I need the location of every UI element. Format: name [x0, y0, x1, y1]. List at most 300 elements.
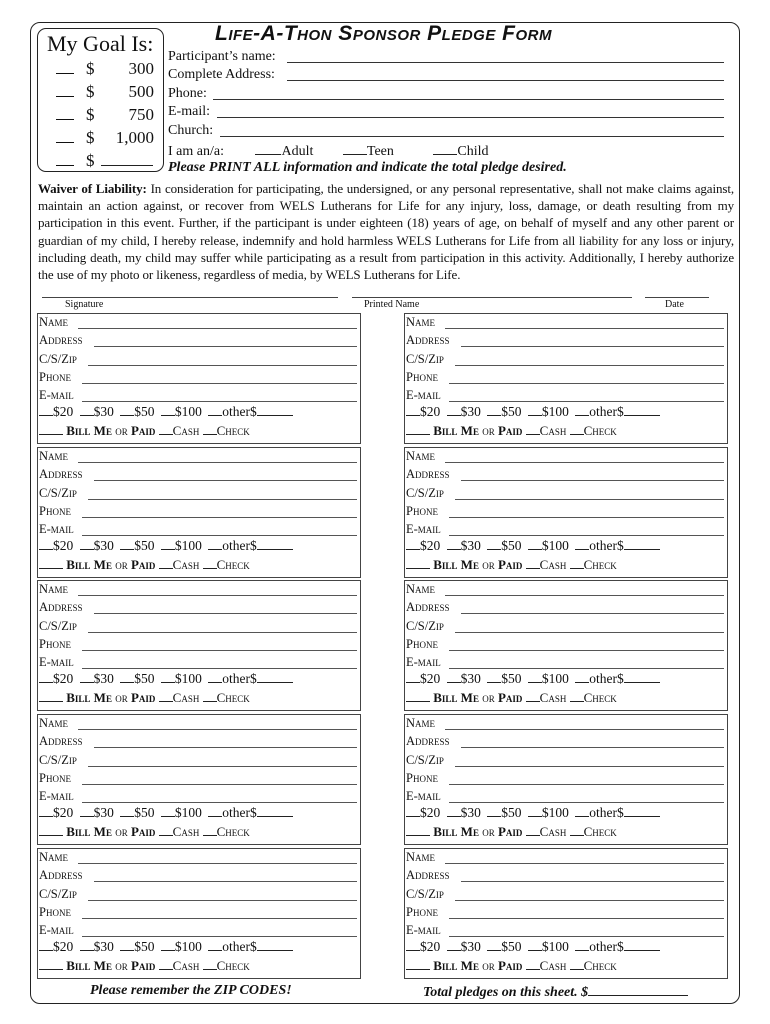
pledge-amount-label: $50 — [134, 805, 155, 820]
pledge-phone-label: Phone — [406, 504, 438, 518]
pledge-phone-label: Phone — [406, 637, 438, 651]
cash-box[interactable] — [159, 556, 173, 569]
pledge-amount-box[interactable] — [487, 537, 501, 550]
pledge-amount-box[interactable] — [406, 938, 420, 951]
pledge-amount-box[interactable] — [447, 804, 461, 817]
pledge-amount-label: other$ — [589, 805, 624, 820]
pledge-amount-box[interactable] — [528, 804, 542, 817]
pledge-email-label: E-mail — [406, 522, 441, 536]
cash-label: Cash — [172, 690, 200, 705]
pledge-amount-box[interactable] — [528, 670, 542, 683]
check-box[interactable] — [203, 422, 217, 435]
pledge-name-field[interactable] — [445, 462, 724, 463]
form-title: Life-A-Thon Sponsor Pledge Form — [215, 22, 552, 45]
pledge-email-field[interactable] — [82, 936, 357, 937]
pledge-phone-field[interactable] — [82, 383, 357, 384]
pledge-phone-field[interactable] — [449, 517, 724, 518]
pledge-block — [404, 313, 728, 444]
pledge-amount-label: $20 — [420, 404, 441, 419]
cash-box[interactable] — [159, 957, 173, 970]
email-field[interactable] — [217, 117, 724, 118]
pledge-csz-label: C/S/Zip — [39, 352, 77, 366]
pledge-phone-field[interactable] — [82, 650, 357, 651]
pledge-amount-box[interactable] — [575, 403, 589, 416]
pledge-email-label: E-mail — [39, 923, 74, 937]
pledge-amount-box[interactable] — [528, 537, 542, 550]
pledge-csz-label: C/S/Zip — [406, 619, 444, 633]
pledge-amount-label: $50 — [501, 671, 522, 686]
pledge-name-field[interactable] — [445, 328, 724, 329]
pledge-amount-row — [39, 938, 293, 955]
pledge-amount-box[interactable] — [406, 670, 420, 683]
participant-name-field[interactable] — [287, 62, 724, 63]
paid-label: Paid — [497, 690, 523, 705]
pledge-other-field[interactable] — [624, 537, 660, 550]
cash-box[interactable] — [159, 823, 173, 836]
cash-label: Cash — [172, 958, 200, 973]
pledge-amount-label: $50 — [134, 538, 155, 553]
pledge-other-field[interactable] — [257, 670, 293, 683]
pledge-amount-box[interactable] — [487, 403, 501, 416]
pledge-csz-field[interactable] — [455, 900, 724, 901]
pledge-amount-label: $20 — [420, 805, 441, 820]
pledge-csz-field[interactable] — [88, 900, 357, 901]
pledge-csz-field[interactable] — [88, 499, 357, 500]
pledge-csz-label: C/S/Zip — [406, 352, 444, 366]
pledge-amount-label: $100 — [174, 939, 202, 954]
bill-me-label: Bill Me — [66, 557, 112, 572]
pledge-block — [37, 447, 361, 578]
pledge-amount-box[interactable] — [161, 537, 175, 550]
check-box[interactable] — [203, 689, 217, 702]
pledge-amount-box[interactable] — [406, 804, 420, 817]
child-checkbox[interactable] — [433, 142, 457, 155]
zip-reminder: Please remember the ZIP CODES! — [90, 983, 292, 998]
pledge-email-field[interactable] — [449, 802, 724, 803]
check-box[interactable] — [203, 957, 217, 970]
check-box[interactable] — [203, 823, 217, 836]
check-box[interactable] — [203, 556, 217, 569]
phone-field[interactable] — [213, 99, 724, 100]
pledge-email-field[interactable] — [82, 668, 357, 669]
check-label: Check — [583, 824, 617, 839]
date-field[interactable] — [645, 297, 709, 298]
pledge-amount-box[interactable] — [406, 403, 420, 416]
pledge-amount-box[interactable] — [208, 938, 222, 951]
check-box[interactable] — [570, 823, 584, 836]
pledge-payment-row — [406, 957, 617, 974]
pledge-amount-label: $50 — [134, 404, 155, 419]
pledge-amount-box[interactable] — [39, 403, 53, 416]
pledge-address-field[interactable] — [461, 480, 724, 481]
goal-option-1[interactable]: $ — [56, 59, 95, 79]
pledge-csz-field[interactable] — [455, 766, 724, 767]
pledge-amount-label: $20 — [420, 671, 441, 686]
pledge-amount-label: $30 — [93, 939, 114, 954]
pledge-amount-box[interactable] — [39, 670, 53, 683]
pledge-name-field[interactable] — [78, 462, 357, 463]
or-label: or — [482, 690, 495, 705]
pledge-payment-row — [39, 957, 250, 974]
or-label: or — [115, 423, 128, 438]
church-label: Church: — [168, 123, 214, 138]
pledge-csz-label: C/S/Zip — [406, 753, 444, 767]
bill-me-label: Bill Me — [433, 557, 479, 572]
pledge-amount-box[interactable] — [575, 537, 589, 550]
pledge-amount-label: $30 — [460, 805, 481, 820]
bill-me-label: Bill Me — [433, 423, 479, 438]
pledge-other-field[interactable] — [624, 804, 660, 817]
pledge-phone-field[interactable] — [82, 784, 357, 785]
pledge-amount-box[interactable] — [80, 804, 94, 817]
pledge-amount-label: $30 — [460, 538, 481, 553]
pledge-block — [37, 848, 361, 979]
teen-checkbox[interactable] — [343, 142, 367, 155]
pledge-amount-label: $100 — [541, 404, 569, 419]
pledge-address-field[interactable] — [461, 346, 724, 347]
pledge-phone-label: Phone — [406, 771, 438, 785]
pledge-amount-box[interactable] — [447, 938, 461, 951]
pledge-phone-label: Phone — [39, 905, 71, 919]
pledge-name-label: Name — [39, 716, 69, 730]
pledge-amount-box[interactable] — [575, 670, 589, 683]
pledge-csz-field[interactable] — [455, 365, 724, 366]
pledge-phone-label: Phone — [39, 370, 71, 384]
pledge-payment-row — [39, 823, 250, 840]
pledge-amount-box[interactable] — [528, 938, 542, 951]
adult-checkbox[interactable] — [255, 142, 281, 155]
pledge-csz-label: C/S/Zip — [406, 486, 444, 500]
pledge-amount-box[interactable] — [575, 938, 589, 951]
pledge-amount-box[interactable] — [120, 537, 134, 550]
bill-me-box[interactable] — [406, 689, 430, 702]
pledge-amount-label: $100 — [541, 671, 569, 686]
pledge-phone-label: Phone — [406, 370, 438, 384]
pledge-amount-box[interactable] — [80, 403, 94, 416]
pledge-amount-row — [39, 804, 293, 821]
pledge-phone-field[interactable] — [449, 383, 724, 384]
participant-name-label: Participant’s name: — [168, 49, 276, 64]
goal-option-3[interactable]: $ — [56, 105, 95, 125]
pledge-block — [37, 313, 361, 444]
pledge-name-field[interactable] — [78, 863, 357, 864]
church-field[interactable] — [220, 136, 724, 137]
pledge-address-field[interactable] — [94, 881, 357, 882]
cash-box[interactable] — [526, 823, 540, 836]
pledge-name-field[interactable] — [445, 595, 724, 596]
pledge-address-field[interactable] — [461, 747, 724, 748]
pledge-phone-label: Phone — [406, 905, 438, 919]
pledge-phone-field[interactable] — [82, 918, 357, 919]
teen-label: Teen — [366, 144, 394, 159]
pledge-amount-label: $30 — [93, 805, 114, 820]
child-label: Child — [457, 144, 489, 159]
pledge-name-label: Name — [406, 716, 436, 730]
cash-box[interactable] — [526, 422, 540, 435]
cash-box[interactable] — [526, 556, 540, 569]
pledge-amount-label: other$ — [222, 404, 257, 419]
pledge-amount-row — [406, 670, 660, 687]
pledge-address-label: Address — [39, 600, 83, 614]
pledge-address-label: Address — [406, 467, 450, 481]
bill-me-box[interactable] — [39, 823, 63, 836]
goal-option-2[interactable]: $ — [56, 82, 95, 102]
pledge-name-label: Name — [406, 449, 436, 463]
signature-field[interactable] — [42, 297, 338, 298]
pledge-other-field[interactable] — [624, 938, 660, 951]
waiver-text — [38, 180, 734, 283]
pledge-email-field[interactable] — [449, 401, 724, 402]
check-box[interactable] — [570, 556, 584, 569]
waiver-body: In consideration for participating, the undersigned, or any personal representative, shall not make claims against, maintain an action against, or recover from WELS Lutherans for Life for any injury, loss, damage, or death resulting from my participation in this event. Further, if the participant is under eighteen (18) years of age, on behalf of myself and any other parent or guardian of my child, I hereby release, indemnify and hold harmless WELS Lutherans for Life from all liability for any loss or injury, including death, my child may suffer while participating as a result from participation in this activity. Additionally, I hereby authorize the use of my photo or likeness, regardless of media, by WELS Lutherans for Life. — [38, 181, 734, 283]
pledge-email-label: E-mail — [406, 789, 441, 803]
printed-name-field[interactable] — [352, 297, 632, 298]
pledge-amount-label: $100 — [174, 671, 202, 686]
address-label: Complete Address: — [168, 67, 275, 82]
pledge-address-field[interactable] — [94, 480, 357, 481]
pledge-amount-label: other$ — [222, 671, 257, 686]
pledge-address-label: Address — [406, 600, 450, 614]
goal-option-custom[interactable]: $ — [56, 151, 153, 171]
pledge-amount-box[interactable] — [80, 670, 94, 683]
pledge-name-field[interactable] — [78, 595, 357, 596]
bill-me-box[interactable] — [406, 823, 430, 836]
pledge-amount-box[interactable] — [39, 537, 53, 550]
cash-box[interactable] — [526, 957, 540, 970]
or-label: or — [115, 824, 128, 839]
pledge-amount-row — [39, 403, 293, 420]
paid-label: Paid — [497, 423, 523, 438]
pledge-csz-field[interactable] — [455, 632, 724, 633]
bill-me-box[interactable] — [39, 556, 63, 569]
pledge-address-label: Address — [39, 734, 83, 748]
pledge-payment-row — [406, 689, 617, 706]
bill-me-box[interactable] — [39, 689, 63, 702]
pledge-amount-label: $20 — [53, 805, 74, 820]
cash-label: Cash — [539, 958, 567, 973]
pledge-amount-label: other$ — [589, 538, 624, 553]
pledge-phone-label: Phone — [39, 504, 71, 518]
check-label: Check — [216, 958, 250, 973]
pledge-phone-label: Phone — [39, 771, 71, 785]
pledge-amount-box[interactable] — [120, 804, 134, 817]
pledge-amount-label: other$ — [589, 404, 624, 419]
check-box[interactable] — [570, 422, 584, 435]
phone-label: Phone: — [168, 86, 207, 101]
pledge-amount-box[interactable] — [528, 403, 542, 416]
pledge-address-label: Address — [406, 868, 450, 882]
pledge-name-label: Name — [406, 850, 436, 864]
or-label: or — [482, 824, 495, 839]
pledge-name-field[interactable] — [445, 729, 724, 730]
pledge-amount-box[interactable] — [487, 938, 501, 951]
pledge-address-field[interactable] — [94, 346, 357, 347]
goal-amount-3: 750 — [128, 105, 154, 124]
check-label: Check — [216, 557, 250, 572]
pledge-amount-box[interactable] — [80, 938, 94, 951]
check-label: Check — [216, 690, 250, 705]
pledge-name-field[interactable] — [78, 328, 357, 329]
pledge-other-field[interactable] — [624, 670, 660, 683]
pledge-amount-label: other$ — [589, 671, 624, 686]
or-label: or — [482, 557, 495, 572]
pledge-amount-box[interactable] — [161, 403, 175, 416]
goal-amount-1: 300 — [128, 59, 154, 78]
pledge-amount-label: $100 — [174, 538, 202, 553]
goal-option-4[interactable]: $ — [56, 128, 95, 148]
pledge-address-label: Address — [406, 333, 450, 347]
pledge-phone-field[interactable] — [449, 784, 724, 785]
pledge-amount-box[interactable] — [208, 537, 222, 550]
pledge-email-label: E-mail — [406, 655, 441, 669]
pledge-amount-label: $20 — [420, 538, 441, 553]
bill-me-box[interactable] — [406, 957, 430, 970]
pledge-other-field[interactable] — [257, 938, 293, 951]
pledge-address-field[interactable] — [461, 881, 724, 882]
pledge-other-field[interactable] — [257, 537, 293, 550]
pledge-block — [404, 580, 728, 711]
pledge-amount-label: $100 — [174, 805, 202, 820]
cash-box[interactable] — [159, 689, 173, 702]
pledge-amount-box[interactable] — [447, 537, 461, 550]
bill-me-label: Bill Me — [66, 423, 112, 438]
pledge-email-field[interactable] — [449, 535, 724, 536]
printed-name-label: Printed Name — [364, 299, 420, 310]
pledge-phone-field[interactable] — [449, 650, 724, 651]
pledge-amount-label: $30 — [93, 671, 114, 686]
check-label: Check — [216, 824, 250, 839]
pledge-amount-box[interactable] — [120, 403, 134, 416]
or-label: or — [482, 423, 495, 438]
pledge-address-field[interactable] — [461, 613, 724, 614]
bill-me-box[interactable] — [406, 422, 430, 435]
pledge-name-label: Name — [406, 315, 436, 329]
waiver-heading: Waiver of Liability: — [38, 181, 147, 196]
check-box[interactable] — [570, 689, 584, 702]
pledge-amount-label: $50 — [501, 939, 522, 954]
pledge-email-field[interactable] — [82, 535, 357, 536]
pledge-address-field[interactable] — [94, 747, 357, 748]
pledge-amount-box[interactable] — [487, 804, 501, 817]
pledge-amount-box[interactable] — [406, 537, 420, 550]
pledge-amount-box[interactable] — [208, 804, 222, 817]
pledge-block — [37, 580, 361, 711]
pledge-amount-box[interactable] — [447, 403, 461, 416]
cash-label: Cash — [172, 557, 200, 572]
pledge-amount-box[interactable] — [161, 804, 175, 817]
pledge-name-field[interactable] — [445, 863, 724, 864]
pledge-other-field[interactable] — [257, 403, 293, 416]
pledge-email-label: E-mail — [39, 522, 74, 536]
pledge-amount-label: $30 — [460, 671, 481, 686]
pledge-amount-label: other$ — [222, 939, 257, 954]
pledge-amount-label: $100 — [174, 404, 202, 419]
pledge-csz-label: C/S/Zip — [39, 753, 77, 767]
pledge-other-field[interactable] — [257, 804, 293, 817]
address-field[interactable] — [287, 80, 724, 81]
pledge-other-field[interactable] — [624, 403, 660, 416]
pledge-amount-box[interactable] — [39, 938, 53, 951]
pledge-amount-box[interactable] — [161, 938, 175, 951]
pledge-amount-box[interactable] — [487, 670, 501, 683]
paid-label: Paid — [130, 690, 156, 705]
bill-me-label: Bill Me — [66, 690, 112, 705]
pledge-amount-box[interactable] — [39, 804, 53, 817]
pledge-phone-field[interactable] — [82, 517, 357, 518]
date-label: Date — [665, 299, 684, 310]
pledge-amount-box[interactable] — [575, 804, 589, 817]
pledge-email-field[interactable] — [449, 668, 724, 669]
pledge-amount-box[interactable] — [161, 670, 175, 683]
pledge-address-label: Address — [39, 868, 83, 882]
goal-amount-4: 1,000 — [115, 128, 154, 147]
pledge-email-field[interactable] — [82, 802, 357, 803]
pledge-amount-label: $50 — [134, 939, 155, 954]
pledge-amount-box[interactable] — [208, 670, 222, 683]
pledge-amount-label: $30 — [93, 404, 114, 419]
paid-label: Paid — [130, 423, 156, 438]
pledge-csz-label: C/S/Zip — [39, 486, 77, 500]
paid-label: Paid — [130, 557, 156, 572]
goal-box — [37, 28, 164, 172]
pledge-amount-box[interactable] — [208, 403, 222, 416]
cash-box[interactable] — [159, 422, 173, 435]
total-pledges: Total pledges on this sheet. $ — [423, 983, 688, 1001]
pledge-amount-label: $30 — [460, 939, 481, 954]
paid-label: Paid — [497, 557, 523, 572]
pledge-address-label: Address — [39, 333, 83, 347]
pledge-block — [404, 848, 728, 979]
pledge-payment-row — [406, 422, 617, 439]
bill-me-box[interactable] — [39, 957, 63, 970]
bill-me-box[interactable] — [406, 556, 430, 569]
pledge-email-label: E-mail — [39, 789, 74, 803]
pledge-amount-box[interactable] — [120, 670, 134, 683]
cash-label: Cash — [172, 423, 200, 438]
or-label: or — [115, 557, 128, 572]
cash-label: Cash — [539, 423, 567, 438]
pledge-phone-field[interactable] — [449, 918, 724, 919]
pledge-amount-box[interactable] — [447, 670, 461, 683]
pledge-amount-box[interactable] — [120, 938, 134, 951]
cash-box[interactable] — [526, 689, 540, 702]
pledge-block — [37, 714, 361, 845]
pledge-csz-field[interactable] — [455, 499, 724, 500]
check-box[interactable] — [570, 957, 584, 970]
pledge-address-field[interactable] — [94, 613, 357, 614]
pledge-csz-field[interactable] — [88, 632, 357, 633]
pledge-name-field[interactable] — [78, 729, 357, 730]
pledge-amount-box[interactable] — [80, 537, 94, 550]
pledge-email-field[interactable] — [82, 401, 357, 402]
pledge-amount-row — [406, 537, 660, 554]
pledge-csz-field[interactable] — [88, 365, 357, 366]
pledge-amount-row — [39, 537, 293, 554]
bill-me-box[interactable] — [39, 422, 63, 435]
cash-label: Cash — [539, 557, 567, 572]
pledge-csz-field[interactable] — [88, 766, 357, 767]
check-label: Check — [583, 423, 617, 438]
pledge-email-field[interactable] — [449, 936, 724, 937]
check-label: Check — [583, 690, 617, 705]
pledge-payment-row — [406, 556, 617, 573]
paid-label: Paid — [497, 958, 523, 973]
pledge-amount-label: $50 — [501, 805, 522, 820]
bill-me-label: Bill Me — [433, 690, 479, 705]
pledge-amount-label: $20 — [53, 671, 74, 686]
total-pledges-field[interactable] — [588, 983, 688, 996]
pledge-email-label: E-mail — [39, 388, 74, 402]
